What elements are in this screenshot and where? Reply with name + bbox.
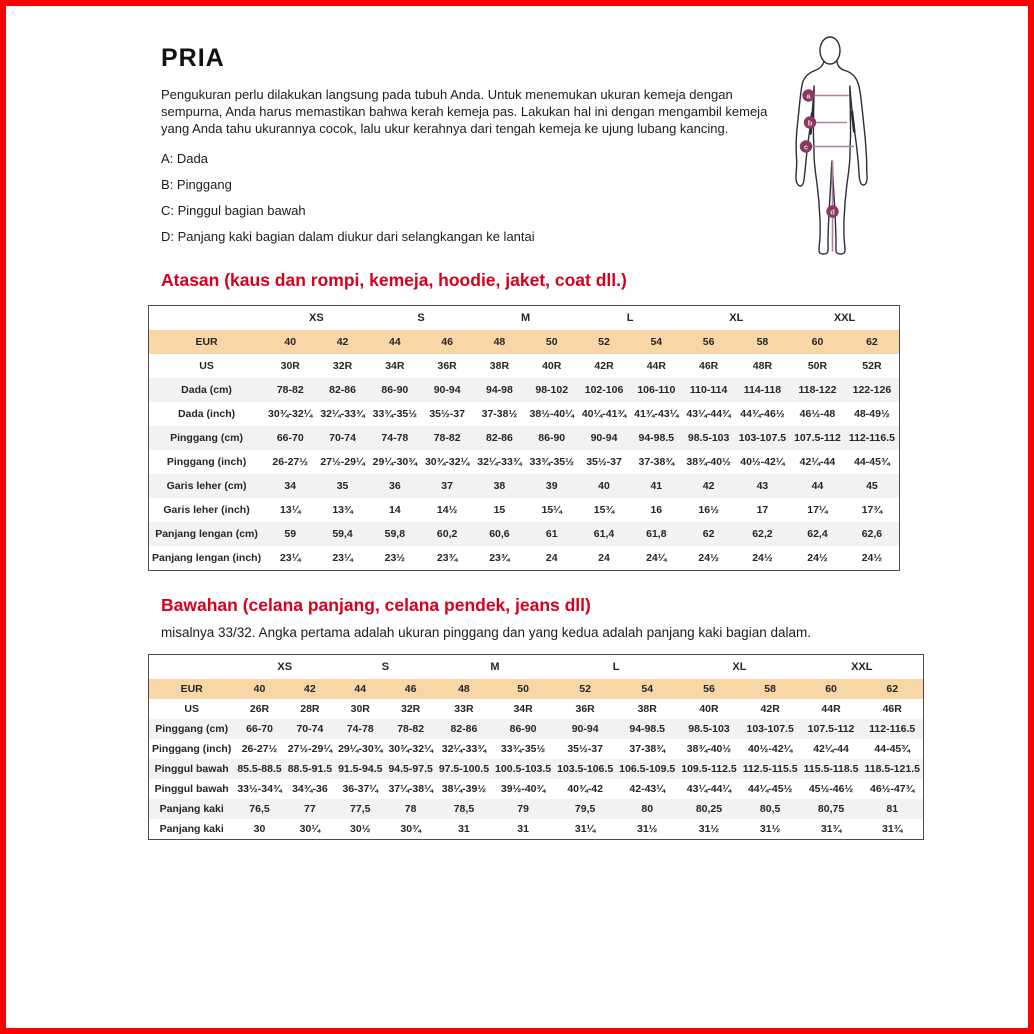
- measurement-value: 78-82: [264, 378, 316, 402]
- measurement-value: 66-70: [234, 719, 284, 739]
- measurement-value: 26-27½: [241, 743, 278, 756]
- measurement-row-label: Panjang kaki: [159, 823, 224, 836]
- measurement-value: 60,2: [421, 522, 473, 546]
- eur-size-value: 50: [526, 330, 578, 354]
- measurement-value: 100.5-103.5: [492, 759, 554, 779]
- measurement-row: [149, 426, 900, 450]
- measurement-value: 106-110: [630, 378, 682, 402]
- measurement-value: 46½-47¾: [870, 783, 915, 796]
- measurement-value: 45: [845, 474, 900, 498]
- measurement-value: 33¾-35½: [529, 455, 574, 468]
- eur-size-value: 56: [678, 679, 739, 699]
- measurement-value: 90-94: [554, 719, 616, 739]
- size-group-label: XL: [678, 655, 800, 679]
- measurement-value: 70-74: [285, 719, 335, 739]
- measurement-value: 82-86: [436, 719, 492, 739]
- measurement-value: 40¾-42: [567, 783, 603, 796]
- us-size-value: 50R: [790, 354, 845, 378]
- measurement-row-label: Pinggang (cm): [149, 426, 265, 450]
- measurement-value: 91.5-94.5: [335, 759, 385, 779]
- measurement-value: 42¼-44: [813, 743, 849, 756]
- measurement-value: 23½: [384, 552, 406, 565]
- measurement-row-label: Pinggul bawah: [149, 759, 235, 779]
- measurement-value: 37¼-38¼: [388, 783, 433, 796]
- measurement-value: 103-107.5: [740, 719, 801, 739]
- size-group-label: XS: [234, 655, 335, 679]
- eur-size-value: 50: [492, 679, 554, 699]
- measurement-value: 31: [458, 823, 470, 836]
- eur-size-value: 46: [385, 679, 435, 699]
- measurement-value: 33½-34¾: [237, 783, 282, 796]
- us-size-value: 52R: [845, 354, 900, 378]
- measurement-value: 38: [473, 474, 525, 498]
- measurement-value: 29¼-30¾: [338, 743, 383, 756]
- measurement-value: 30: [253, 823, 266, 836]
- measurement-value: 90-94: [578, 426, 630, 450]
- eur-row: [149, 679, 924, 699]
- eur-size-value: 40: [234, 679, 284, 699]
- measurement-value: 74-78: [335, 719, 385, 739]
- measurement-row: [149, 450, 900, 474]
- eur-size-value: 62: [845, 330, 900, 354]
- us-size-value: 36R: [421, 354, 473, 378]
- measurement-value: 32¼-33¾: [441, 743, 487, 756]
- eur-label: EUR: [149, 679, 235, 699]
- measurement-row-label: Pinggang (inch): [152, 743, 232, 756]
- measurement-value: 86-90: [492, 719, 554, 739]
- us-row: [149, 699, 924, 719]
- measurement-value: 17: [756, 504, 769, 517]
- tops-section-heading: Atasan (kaus dan rompi, kemeja, hoodie, jaket, coat dll.): [161, 270, 627, 291]
- measurement-value: 42¼-44: [799, 455, 836, 468]
- measurement-value: 62: [682, 522, 734, 546]
- bottoms-subtitle: misalnya 33/32. Angka pertama adalah ukuran pinggang dan yang kedua adalah panjang kaki bagian dalam.: [161, 625, 811, 641]
- measurement-value: 35½-37: [429, 407, 465, 420]
- measurement-value: 110-114: [682, 378, 734, 402]
- marker-c-letter: c: [803, 142, 809, 152]
- measurement-value: 86-90: [369, 378, 421, 402]
- measure-point-a: A: Dada: [161, 151, 208, 167]
- eur-size-value: 54: [616, 679, 678, 699]
- measurement-value: 40¼-41¾: [581, 407, 627, 420]
- measurement-value: 32¼-33¾: [477, 455, 522, 468]
- measurement-value: 31½: [759, 823, 781, 836]
- measurement-value: 17¼: [807, 504, 828, 517]
- measurement-value: 115.5-118.5: [801, 759, 862, 779]
- eur-size-value: 40: [264, 330, 316, 354]
- us-size-value: 30R: [264, 354, 316, 378]
- measurement-value: 23¾: [489, 552, 510, 565]
- eur-size-value: 56: [682, 330, 734, 354]
- measurement-value: 16½: [698, 504, 719, 517]
- head-outline: [820, 37, 840, 64]
- size-group-label: XL: [682, 306, 790, 330]
- measurement-value: 109.5-112.5: [678, 759, 739, 779]
- measurement-value: 42-43¼: [629, 783, 666, 796]
- marker-a-letter: a: [806, 91, 811, 101]
- eur-size-value: 54: [630, 330, 682, 354]
- measurement-value: 79: [492, 799, 554, 819]
- measurement-value: 30¾-32¼: [268, 407, 313, 420]
- measurement-value: 24½: [752, 552, 773, 565]
- us-size-value: 32R: [316, 354, 368, 378]
- measurement-value: 34: [264, 474, 316, 498]
- eur-size-value: 60: [790, 330, 845, 354]
- us-row: [149, 354, 900, 378]
- measurement-value: 15¾: [593, 504, 615, 517]
- eur-size-value: 48: [473, 330, 525, 354]
- measurement-row: [149, 474, 900, 498]
- measurement-value: 59: [264, 522, 316, 546]
- measurement-value: 35½-37: [586, 455, 622, 468]
- measurement-row: [149, 739, 924, 759]
- size-group-label: XXL: [801, 655, 924, 679]
- us-size-value: 40R: [678, 699, 739, 719]
- measurement-value: 45½-46½: [808, 783, 854, 796]
- measurement-value: 90-94: [421, 378, 473, 402]
- measurement-row-label: Garis leher (inch): [163, 504, 250, 517]
- measurement-row: [149, 402, 900, 426]
- measurement-value: 13¼: [280, 504, 301, 517]
- eur-size-value: 48: [436, 679, 492, 699]
- eur-label: EUR: [149, 330, 265, 354]
- measurement-value: 94-98.5: [616, 719, 678, 739]
- measurement-value: 34¾-36: [292, 783, 328, 796]
- measurement-value: 36-37¼: [342, 783, 379, 796]
- measurement-value: 112-116.5: [845, 426, 900, 450]
- measurement-value: 80,75: [801, 799, 862, 819]
- measure-point-b: B: Pinggang: [161, 177, 232, 193]
- measurement-value: 23¼: [280, 552, 301, 565]
- us-size-value: 48R: [735, 354, 790, 378]
- eur-size-value: 42: [285, 679, 335, 699]
- measurement-row: [149, 799, 924, 819]
- measurement-value: 77,5: [335, 799, 385, 819]
- size-group-row: [149, 306, 900, 330]
- corner-cell: [149, 655, 235, 679]
- measurement-value: 27½-29¼: [287, 743, 333, 756]
- us-size-value: 46R: [861, 699, 923, 719]
- measurement-row: [149, 546, 900, 571]
- measurement-value: 33¾-35½: [500, 743, 546, 756]
- arm-shading-right: [852, 112, 854, 132]
- measurement-value: 80,5: [740, 799, 801, 819]
- measurement-value: 98.5-103: [682, 426, 734, 450]
- measurement-row: [149, 779, 924, 799]
- measurement-value: 59,8: [369, 522, 421, 546]
- eur-size-value: 58: [735, 330, 790, 354]
- measurement-value: 24¼: [646, 552, 667, 565]
- measurement-value: 62,4: [790, 522, 845, 546]
- measurement-value: 38½-40¼: [529, 407, 574, 420]
- measurement-value: 24½: [861, 552, 883, 565]
- size-group-label: L: [554, 655, 678, 679]
- size-group-label: XS: [264, 306, 369, 330]
- measurement-row-label: Pinggang (inch): [166, 455, 247, 468]
- measurement-value: 31¼: [574, 823, 596, 836]
- measurement-value: 61,4: [578, 522, 630, 546]
- measurement-value: 14½: [436, 504, 458, 517]
- measurement-value: 23¾: [436, 552, 458, 565]
- measurement-row: [149, 522, 900, 546]
- measurement-value: 60,6: [473, 522, 525, 546]
- measurement-value: 42: [682, 474, 734, 498]
- us-size-value: 33R: [436, 699, 492, 719]
- measurement-row-label: Panjang lengan (cm): [149, 522, 265, 546]
- eur-size-value: 52: [578, 330, 630, 354]
- intro-text: Pengukuran perlu dilakukan langsung pada tubuh Anda. Untuk menemukan ukuran kemeja dengan sempurna, Anda harus memastikan bahwa kerah kemeja pas. Lakukan hal ini dengan mengambil kemeja yang Anda tahu ukurannya cocok, lalu ukur kerahnya dari tengah kemeja ke ujung lubang kancing.: [161, 87, 768, 137]
- measurement-value: 107.5-112: [801, 719, 862, 739]
- eur-size-value: 44: [335, 679, 385, 699]
- measurement-row-label: Panjang lengan (inch): [152, 552, 262, 565]
- measurement-value: 66-70: [264, 426, 316, 450]
- measurement-value: 98-102: [526, 378, 578, 402]
- us-size-value: 32R: [385, 699, 435, 719]
- measurement-value: 98.5-103: [678, 719, 739, 739]
- measurement-value: 81: [861, 799, 923, 819]
- measurement-value: 44¼-45½: [747, 783, 793, 796]
- measurement-value: 94-98.5: [630, 426, 682, 450]
- measurement-value: 78-82: [421, 426, 473, 450]
- measurement-value: 103-107.5: [735, 426, 790, 450]
- measurement-value: 112.5-115.5: [740, 759, 801, 779]
- measurement-value: 36: [369, 474, 421, 498]
- measurement-value: 40: [578, 474, 630, 498]
- measurement-value: 31¾: [820, 823, 842, 836]
- measurement-value: 35: [316, 474, 368, 498]
- bottoms-section-heading: Bawahan (celana panjang, celana pendek, jeans dll): [161, 595, 591, 616]
- measurement-value: 31¾: [882, 823, 903, 836]
- measurement-value: 15¼: [541, 504, 562, 517]
- measurement-row-label: Pinggang (cm): [149, 719, 235, 739]
- eur-row: [149, 330, 900, 354]
- measurement-value: 15: [493, 504, 506, 517]
- measurement-row-label: Panjang kaki: [149, 799, 235, 819]
- measurement-value: 48-49½: [854, 407, 890, 420]
- measurement-row: [149, 759, 924, 779]
- measurement-row: [149, 378, 900, 402]
- measure-point-c: C: Pinggul bagian bawah: [161, 203, 306, 219]
- measurement-value: 29¼-30¾: [372, 455, 418, 468]
- eur-size-value: 44: [369, 330, 421, 354]
- size-group-row: [149, 655, 924, 679]
- measurement-value: 107.5-112: [790, 426, 845, 450]
- measurement-value: 61: [526, 522, 578, 546]
- measurement-value: 88.5-91.5: [285, 759, 335, 779]
- measurement-value: 27½-29¼: [320, 455, 365, 468]
- measurement-value: 44-45¾: [874, 743, 911, 756]
- measurement-value: 43¼-44¼: [686, 783, 732, 796]
- measurement-value: 39: [526, 474, 578, 498]
- us-size-value: 44R: [801, 699, 862, 719]
- measurement-value: 44: [790, 474, 845, 498]
- body-figure-svg: [784, 28, 884, 258]
- us-size-value: 28R: [285, 699, 335, 719]
- measurement-row-label: Pinggul bawah: [154, 783, 229, 796]
- us-label: US: [149, 699, 235, 719]
- us-size-value: 42R: [740, 699, 801, 719]
- us-size-value: 40R: [526, 354, 578, 378]
- us-size-value: 44R: [630, 354, 682, 378]
- eur-size-value: 42: [316, 330, 368, 354]
- us-label: US: [149, 354, 265, 378]
- us-size-value: 34R: [369, 354, 421, 378]
- measurement-value: 44-45¾: [854, 455, 890, 468]
- measurement-value: 37-38½: [481, 407, 518, 420]
- eur-size-value: 52: [554, 679, 616, 699]
- measurement-value: 103.5-106.5: [554, 759, 616, 779]
- measurement-value: 79,5: [554, 799, 616, 819]
- measurement-value: 78,5: [436, 799, 492, 819]
- measurement-value: 30½: [350, 823, 371, 836]
- measurement-value: 61,8: [630, 522, 682, 546]
- measurement-value: 118-122: [790, 378, 845, 402]
- measurement-value: 40½-42¼: [747, 743, 793, 756]
- size-group-label: L: [578, 306, 683, 330]
- measurement-value: 37-38¾: [638, 455, 675, 468]
- measurement-value: 70-74: [316, 426, 368, 450]
- measurement-value: 78: [385, 799, 435, 819]
- us-size-value: 26R: [234, 699, 284, 719]
- measurement-value: 80,25: [678, 799, 739, 819]
- size-group-label: M: [436, 655, 554, 679]
- measurement-value: 76,5: [234, 799, 284, 819]
- measurement-value: 33¾-35½: [372, 407, 418, 420]
- measurement-value: 41¾-43¼: [634, 407, 679, 420]
- measurement-row: [149, 498, 900, 522]
- measure-point-d: D: Panjang kaki bagian dalam diukur dari selangkangan ke lantai: [161, 229, 535, 245]
- eur-size-value: 60: [801, 679, 862, 699]
- measurement-value: 37: [421, 474, 473, 498]
- us-size-value: 46R: [682, 354, 734, 378]
- us-size-value: 36R: [554, 699, 616, 719]
- size-group-label: M: [473, 306, 578, 330]
- measurement-value: 59,4: [316, 522, 368, 546]
- measurement-value: 85.5-88.5: [234, 759, 284, 779]
- measurement-value: 82-86: [473, 426, 525, 450]
- measurement-value: 30¼: [299, 823, 321, 836]
- measurement-value: 14: [388, 504, 401, 517]
- measurement-value: 118.5-121.5: [861, 759, 923, 779]
- measurement-value: 35½-37: [567, 743, 603, 756]
- measurement-row-label: Dada (inch): [177, 407, 236, 420]
- eur-size-value: 58: [740, 679, 801, 699]
- eur-size-value: 46: [421, 330, 473, 354]
- marker-b-letter: b: [807, 118, 813, 128]
- us-size-value: 38R: [473, 354, 525, 378]
- measurement-value: 86-90: [526, 426, 578, 450]
- measurement-value: 38¾-40½: [686, 455, 731, 468]
- eur-size-value: 62: [861, 679, 923, 699]
- measurement-value: 30¾: [400, 823, 421, 836]
- measurement-value: 13¾: [332, 504, 353, 517]
- measurement-row-label: Dada (cm): [149, 378, 265, 402]
- measurement-value: 74-78: [369, 426, 421, 450]
- measurement-value: 44¾-46½: [740, 407, 785, 420]
- measurement-value: 24: [545, 552, 558, 565]
- measurement-value: 38¾-40½: [686, 743, 732, 756]
- measurement-value: 43: [735, 474, 790, 498]
- measurement-value: 24: [598, 552, 610, 565]
- measurement-value: 26-27½: [272, 455, 309, 468]
- measurement-value: 37-38¾: [629, 743, 666, 756]
- measurement-value: 80: [616, 799, 678, 819]
- measurement-value: 24½: [807, 552, 828, 565]
- measurement-value: 77: [285, 799, 335, 819]
- page-title: PRIA: [161, 44, 225, 72]
- us-size-value: 30R: [335, 699, 385, 719]
- measurement-value: 30¾-32¼: [388, 743, 433, 756]
- measurement-value: 78-82: [385, 719, 435, 739]
- measurement-row: [149, 819, 924, 840]
- measurement-value: 62,2: [735, 522, 790, 546]
- us-size-value: 38R: [616, 699, 678, 719]
- size-group-label: S: [335, 655, 436, 679]
- measurement-value: 32¼-33¾: [320, 407, 365, 420]
- measurement-value: 106.5-109.5: [616, 759, 678, 779]
- measurement-value: 43¼-44¾: [686, 407, 731, 420]
- measurement-value: 97.5-100.5: [436, 759, 492, 779]
- measurement-value: 31: [517, 823, 529, 836]
- corner-cell: [149, 306, 265, 330]
- measurement-value: 16: [650, 504, 663, 517]
- measurement-value: 17¾: [861, 504, 883, 517]
- us-size-value: 34R: [492, 699, 554, 719]
- measurement-value: 24½: [698, 552, 719, 565]
- measurement-value: 94.5-97.5: [385, 759, 435, 779]
- measurement-value: 122-126: [845, 378, 900, 402]
- marker-d-letter: d: [830, 207, 835, 217]
- measurement-value: 94-98: [473, 378, 525, 402]
- body-measurement-figure: [784, 28, 884, 258]
- size-group-label: S: [369, 306, 474, 330]
- measurement-value: 38¼-39½: [441, 783, 487, 796]
- measurement-value: 112-116.5: [861, 719, 923, 739]
- measurement-value: 23¼: [332, 552, 353, 565]
- measurement-value: 31½: [698, 823, 720, 836]
- measurement-value: 82-86: [316, 378, 368, 402]
- measurement-value: 41: [630, 474, 682, 498]
- measurement-value: 31½: [636, 823, 658, 836]
- measurement-row: [149, 719, 924, 739]
- tops-size-table: [148, 305, 900, 571]
- measurement-value: 114-118: [735, 378, 790, 402]
- measurement-value: 30¾-32¼: [424, 455, 470, 468]
- measurement-row-label: Garis leher (cm): [149, 474, 265, 498]
- size-group-label: XXL: [790, 306, 899, 330]
- us-size-value: 42R: [578, 354, 630, 378]
- bottoms-size-table: [148, 654, 924, 840]
- measurement-value: 62,6: [845, 522, 900, 546]
- measurement-value: 39½-40¾: [500, 783, 546, 796]
- measurement-value: 102-106: [578, 378, 630, 402]
- measurement-value: 46½-48: [799, 407, 836, 420]
- measurement-value: 40½-42¼: [740, 455, 785, 468]
